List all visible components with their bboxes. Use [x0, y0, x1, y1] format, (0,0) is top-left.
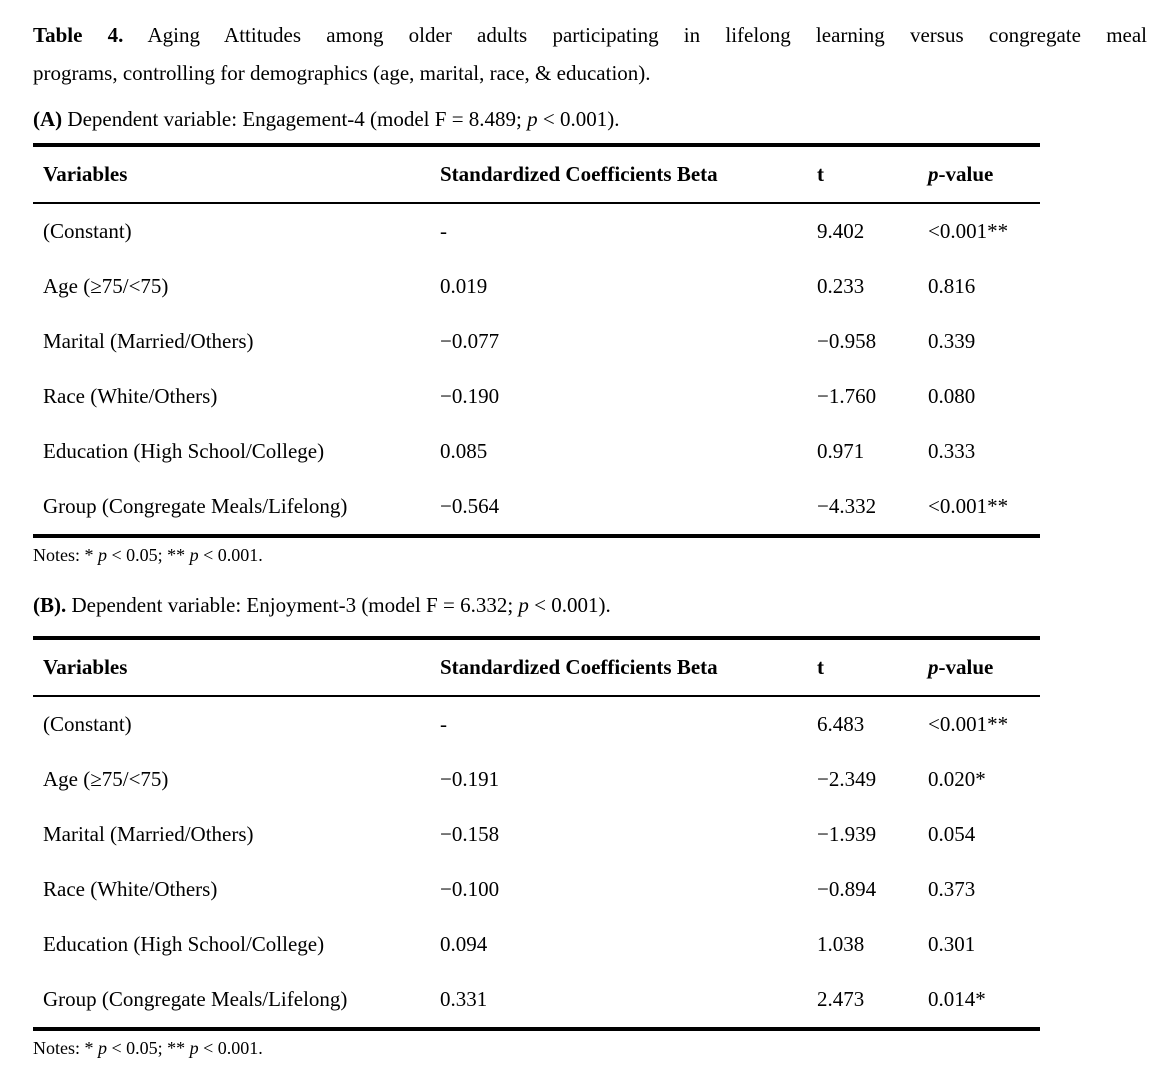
panel-b-label: (B). [33, 593, 67, 617]
beta-cell: −0.191 [440, 767, 500, 791]
table-number-label: Table 4. [33, 23, 124, 47]
table-caption-text: Aging Attitudes among older adults participating in lifelong learning versus congregate meal [147, 23, 1148, 47]
variable-cell: Race (White/Others) [43, 384, 218, 408]
p-cell: 0.333 [928, 439, 976, 463]
table-row [33, 479, 1040, 536]
table-b-header-variables: Variables [33, 638, 440, 696]
panel-a-heading [33, 104, 1147, 134]
p-cell: 0.339 [928, 329, 976, 353]
variable-cell: Age (≥75/<75) [43, 274, 169, 298]
table-caption-line1 [33, 16, 1147, 54]
table-a-header-p-rest: -value [938, 162, 994, 186]
p-cell: 0.301 [928, 932, 976, 956]
beta-cell: −0.158 [440, 822, 500, 846]
table-row [33, 369, 1040, 424]
beta-cell: −0.100 [440, 877, 500, 901]
variable-cell: Group (Congregate Meals/Lifelong) [43, 494, 348, 518]
variable-cell: Age (≥75/<75) [43, 767, 169, 791]
notes-label: Notes: * [33, 545, 98, 565]
notes-end: < 0.001. [198, 545, 263, 565]
t-cell: −4.332 [817, 494, 877, 518]
beta-cell: 0.331 [440, 987, 488, 1011]
beta-cell: −0.190 [440, 384, 500, 408]
table-a [33, 143, 1040, 538]
p-cell: 0.020* [928, 767, 986, 791]
beta-cell: 0.094 [440, 932, 488, 956]
t-cell: −1.939 [817, 822, 877, 846]
notes-p-symbol: p [98, 1038, 107, 1058]
table-b-header-beta: Standardized Coefficients Beta [440, 638, 817, 696]
p-cell: <0.001** [928, 712, 1009, 736]
notes-end: < 0.001. [198, 1038, 263, 1058]
table-row [33, 972, 1040, 1029]
t-cell: 2.473 [817, 987, 865, 1011]
beta-cell: −0.564 [440, 494, 500, 518]
beta-cell: - [440, 712, 447, 736]
table-row [33, 807, 1040, 862]
panel-a-text-end: < 0.001). [537, 107, 620, 131]
table-b-notes [33, 1035, 1147, 1061]
table-caption [33, 16, 1147, 92]
table-a-header-pvalue [928, 145, 1040, 203]
beta-cell: −0.077 [440, 329, 500, 353]
table-b [33, 636, 1040, 1031]
beta-cell: - [440, 219, 447, 243]
variable-cell: Race (White/Others) [43, 877, 218, 901]
t-cell: 0.971 [817, 439, 865, 463]
table-b-header-t: t [817, 638, 928, 696]
t-cell: −2.349 [817, 767, 877, 791]
table-row [33, 917, 1040, 972]
panel-b-text-end: < 0.001). [528, 593, 611, 617]
table-a-header-t: t [817, 145, 928, 203]
notes-mid: < 0.05; ** [107, 1038, 190, 1058]
t-cell: −0.894 [817, 877, 877, 901]
notes-p-symbol: p [189, 545, 199, 565]
table-a-header-row [33, 145, 1040, 203]
variable-cell: (Constant) [43, 712, 132, 736]
p-cell: <0.001** [928, 494, 1009, 518]
table-a-header-p-symbol: p [928, 162, 939, 186]
p-cell: 0.054 [928, 822, 976, 846]
table-b-header-row [33, 638, 1040, 696]
panel-b-p-symbol: p [518, 593, 529, 617]
table-row [33, 203, 1040, 259]
notes-p-symbol: p [189, 1038, 199, 1058]
table-row [33, 259, 1040, 314]
variable-cell: Education (High School/College) [43, 932, 325, 956]
p-cell: 0.014* [928, 987, 986, 1011]
p-cell: 0.373 [928, 877, 976, 901]
variable-cell: (Constant) [43, 219, 132, 243]
variable-cell: Marital (Married/Others) [43, 822, 254, 846]
beta-cell: 0.085 [440, 439, 488, 463]
notes-mid: < 0.05; ** [107, 545, 190, 565]
t-cell: 9.402 [817, 219, 865, 243]
panel-b-heading [33, 590, 1147, 620]
notes-label: Notes: * [33, 1038, 98, 1058]
table-b-header-pvalue [928, 638, 1040, 696]
p-cell: 0.080 [928, 384, 976, 408]
table-row [33, 696, 1040, 752]
table-a-notes [33, 542, 1147, 568]
table-b-header-p-symbol: p [928, 655, 939, 679]
table-row [33, 424, 1040, 479]
table-caption-line2: programs, controlling for demographics (age, marital, race, & education). [33, 61, 651, 85]
t-cell: 6.483 [817, 712, 865, 736]
p-cell: <0.001** [928, 219, 1009, 243]
panel-a-p-symbol: p [527, 107, 538, 131]
table-b-header-p-rest: -value [938, 655, 994, 679]
table-row [33, 752, 1040, 807]
table-row [33, 862, 1040, 917]
notes-p-symbol: p [98, 545, 107, 565]
table-row [33, 314, 1040, 369]
p-cell: 0.816 [928, 274, 976, 298]
table-a-header-variables: Variables [33, 145, 440, 203]
variable-cell: Education (High School/College) [43, 439, 325, 463]
variable-cell: Group (Congregate Meals/Lifelong) [43, 987, 348, 1011]
t-cell: 0.233 [817, 274, 865, 298]
variable-cell: Marital (Married/Others) [43, 329, 254, 353]
t-cell: −0.958 [817, 329, 877, 353]
t-cell: −1.760 [817, 384, 877, 408]
beta-cell: 0.019 [440, 274, 488, 298]
panel-a-text: Dependent variable: Engagement-4 (model F = 8.489; [67, 107, 528, 131]
table-a-header-beta: Standardized Coefficients Beta [440, 145, 817, 203]
t-cell: 1.038 [817, 932, 865, 956]
panel-b-text: Dependent variable: Enjoyment-3 (model F = 6.332; [71, 593, 519, 617]
panel-a-label: (A) [33, 107, 63, 131]
